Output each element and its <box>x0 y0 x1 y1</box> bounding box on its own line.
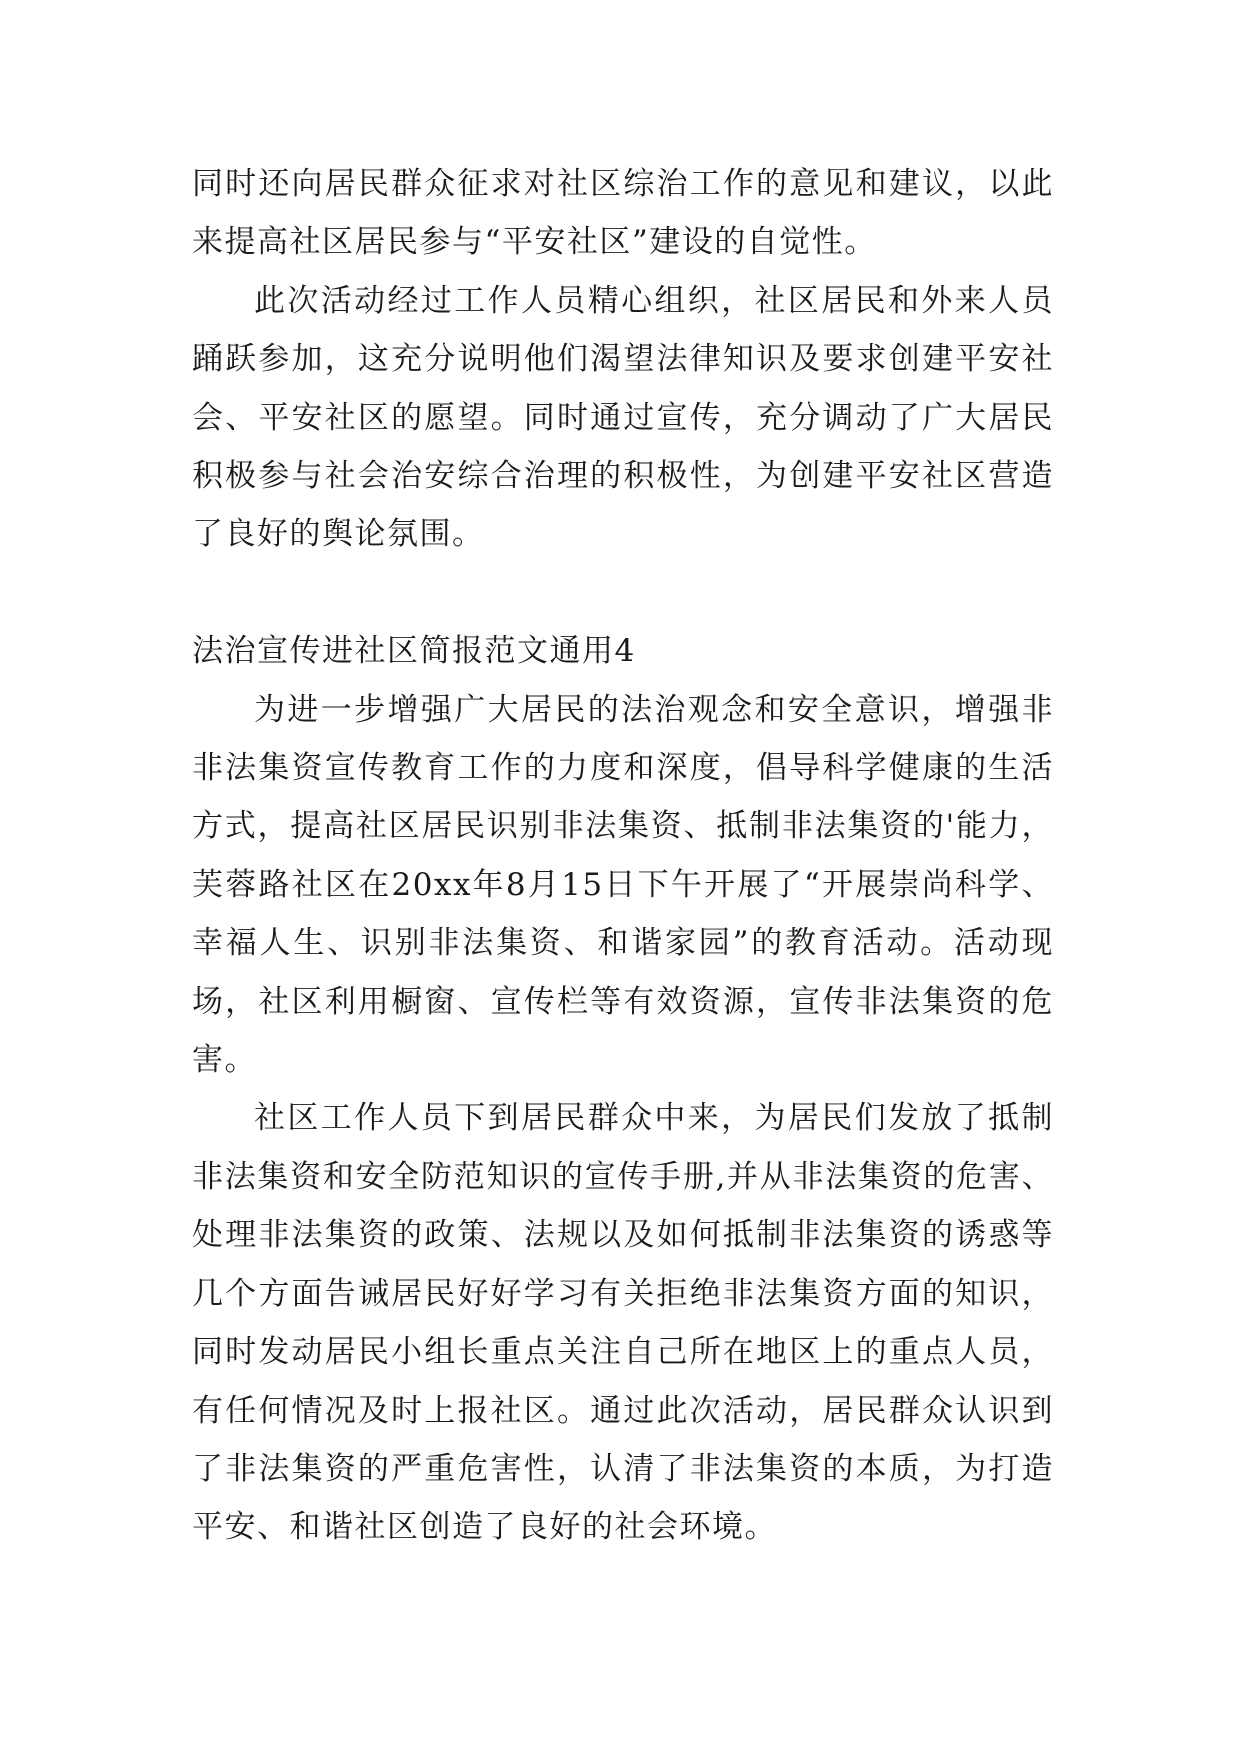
section-spacer <box>192 564 1054 622</box>
document-page <box>192 155 1054 1557</box>
paragraph-continuation: 同时还向居民群众征求对社区综治工作的意见和建议，以此来提高社区居民参与“平安社区”建设的自觉性。 <box>192 166 1054 261</box>
paragraph-activity-summary: 此次活动经过工作人员精心组织，社区居民和外来人员踊跃参加，这充分说明他们渴望法律知识及要求创建平安社会、平安社区的愿望。同时通过宣传，充分调动了广大居民积极参与社会治安综合治理的积极性，为创建平安社区营造了良好的舆论氛围。 <box>192 282 1054 553</box>
paragraph-intro: 为进一步增强广大居民的法治观念和安全意识，增强非非法集资宣传教育工作的力度和深度，倡导科学健康的生活方式，提高社区居民识别非法集资、抵制非法集资的'能力，芙蓉路社区在20xx年8月15日下午开展了“开展崇尚科学、幸福人生、识别非法集资、和谐家园”的教育活动。活动现场，社区利用橱窗、宣传栏等有效资源，宣传非法集资的危害。 <box>192 691 1054 1079</box>
section-heading: 法治宣传进社区简报范文通用4 <box>192 633 636 670</box>
paragraph-outreach: 社区工作人员下到居民群众中来，为居民们发放了抵制非法集资和安全防范知识的宣传手册,并从非法集资的危害、处理非法集资的政策、法规以及如何抵制非法集资的诱惑等几个方面告诫居民好好学习有关拒绝非法集资方面的知识，同时发动居民小组长重点关注自己所在地区上的重点人员，有任何情况及时上报社区。通过此次活动，居民群众认识到了非法集资的严重危害性，认清了非法集资的本质，为打造平安、和谐社区创造了良好的社会环境。 <box>192 1100 1054 1546</box>
